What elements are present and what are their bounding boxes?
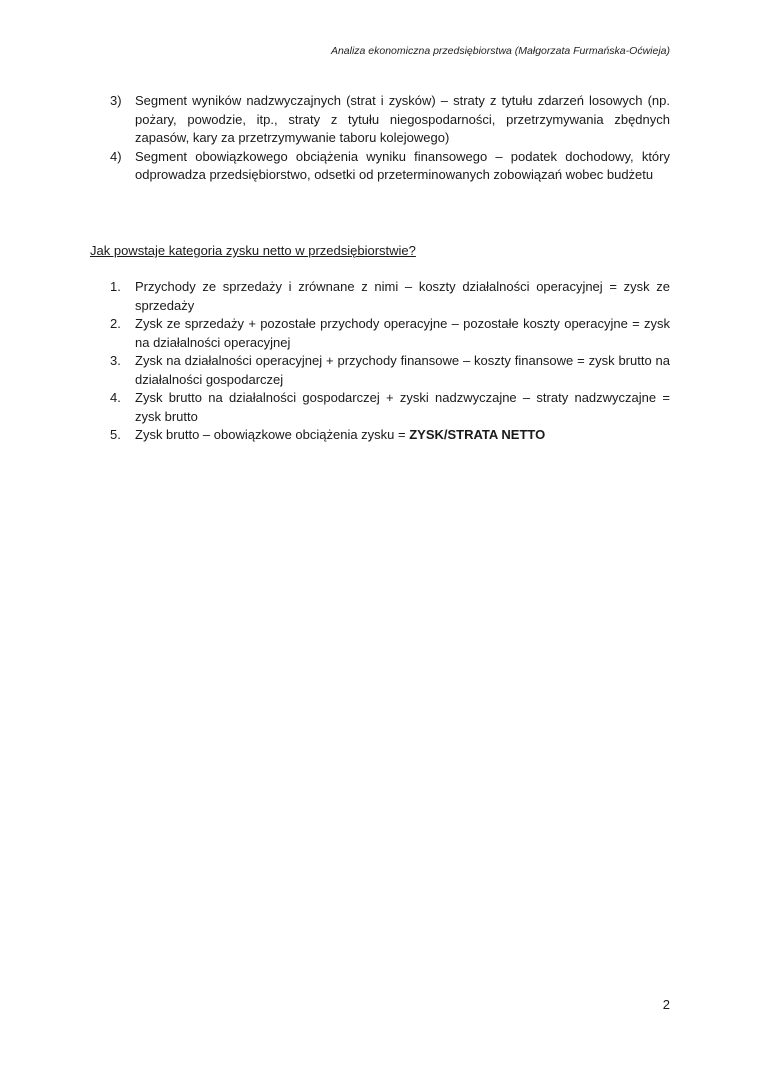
list-item bbox=[110, 278, 670, 315]
list-item bbox=[110, 426, 670, 445]
list-item-number: 4) bbox=[110, 148, 122, 164]
list-item-number: 2. bbox=[110, 316, 121, 331]
net-result-emphasis: ZYSK/STRATA NETTO bbox=[409, 427, 546, 442]
list-item bbox=[110, 92, 670, 148]
page-number: 2 bbox=[662, 997, 670, 1012]
section-question: Jak powstaje kategoria zysku netto w przedsiębiorstwie? bbox=[90, 243, 416, 258]
list-item-text: Segment wyników nadzwyczajnych (strat i zysków) – straty z tytułu zdarzeń losowych (np. pożary, powodzie, itp., straty z tytułu niegospodarności, przetrzymywania zbędnych zapasów, kary za przetrzymywanie taboru kolejowego) bbox=[135, 93, 670, 145]
list-item-text: Zysk brutto – obowiązkowe obciążenia zysku = bbox=[135, 427, 410, 442]
steps-list bbox=[110, 278, 670, 445]
list-item-text: Zysk ze sprzedaży + pozostałe przychody operacyjne – pozostałe koszty operacyjne = zysk na działalności operacyjnej bbox=[135, 316, 670, 350]
list-item bbox=[110, 389, 670, 426]
list-item-text: Zysk brutto na działalności gospodarczej + zyski nadzwyczajne – straty nadzwyczajne = zysk brutto bbox=[135, 390, 670, 424]
list-item-text: Segment obowiązkowego obciążenia wyniku finansowego – podatek dochodowy, który odprowadza przedsiębiorstwo, odsetki od przeterminowanych zobowiązań wobec budżetu bbox=[135, 148, 670, 182]
list-item-number: 3. bbox=[110, 353, 121, 368]
list-item bbox=[110, 352, 670, 389]
list-item-number: 3) bbox=[110, 93, 122, 108]
list-item-text: Zysk na działalności operacyjnej + przychody finansowe – koszty finansowe = zysk brutto na działalności gospodarczej bbox=[135, 353, 670, 387]
list-item-text: Przychody ze sprzedaży i zrównane z nimi – koszty działalności operacyjnej = zysk ze sprzedaży bbox=[135, 279, 670, 313]
list-item-number: 1. bbox=[110, 279, 121, 294]
segments-list bbox=[110, 92, 670, 185]
list-item bbox=[110, 148, 670, 185]
list-item-number: 4. bbox=[110, 390, 121, 405]
list-item bbox=[110, 315, 670, 352]
page-header: Analiza ekonomiczna przedsiębiorstwa (Małgorzata Furmańska-Oćwieja) bbox=[330, 45, 670, 57]
list-item-number: 5. bbox=[110, 427, 121, 442]
